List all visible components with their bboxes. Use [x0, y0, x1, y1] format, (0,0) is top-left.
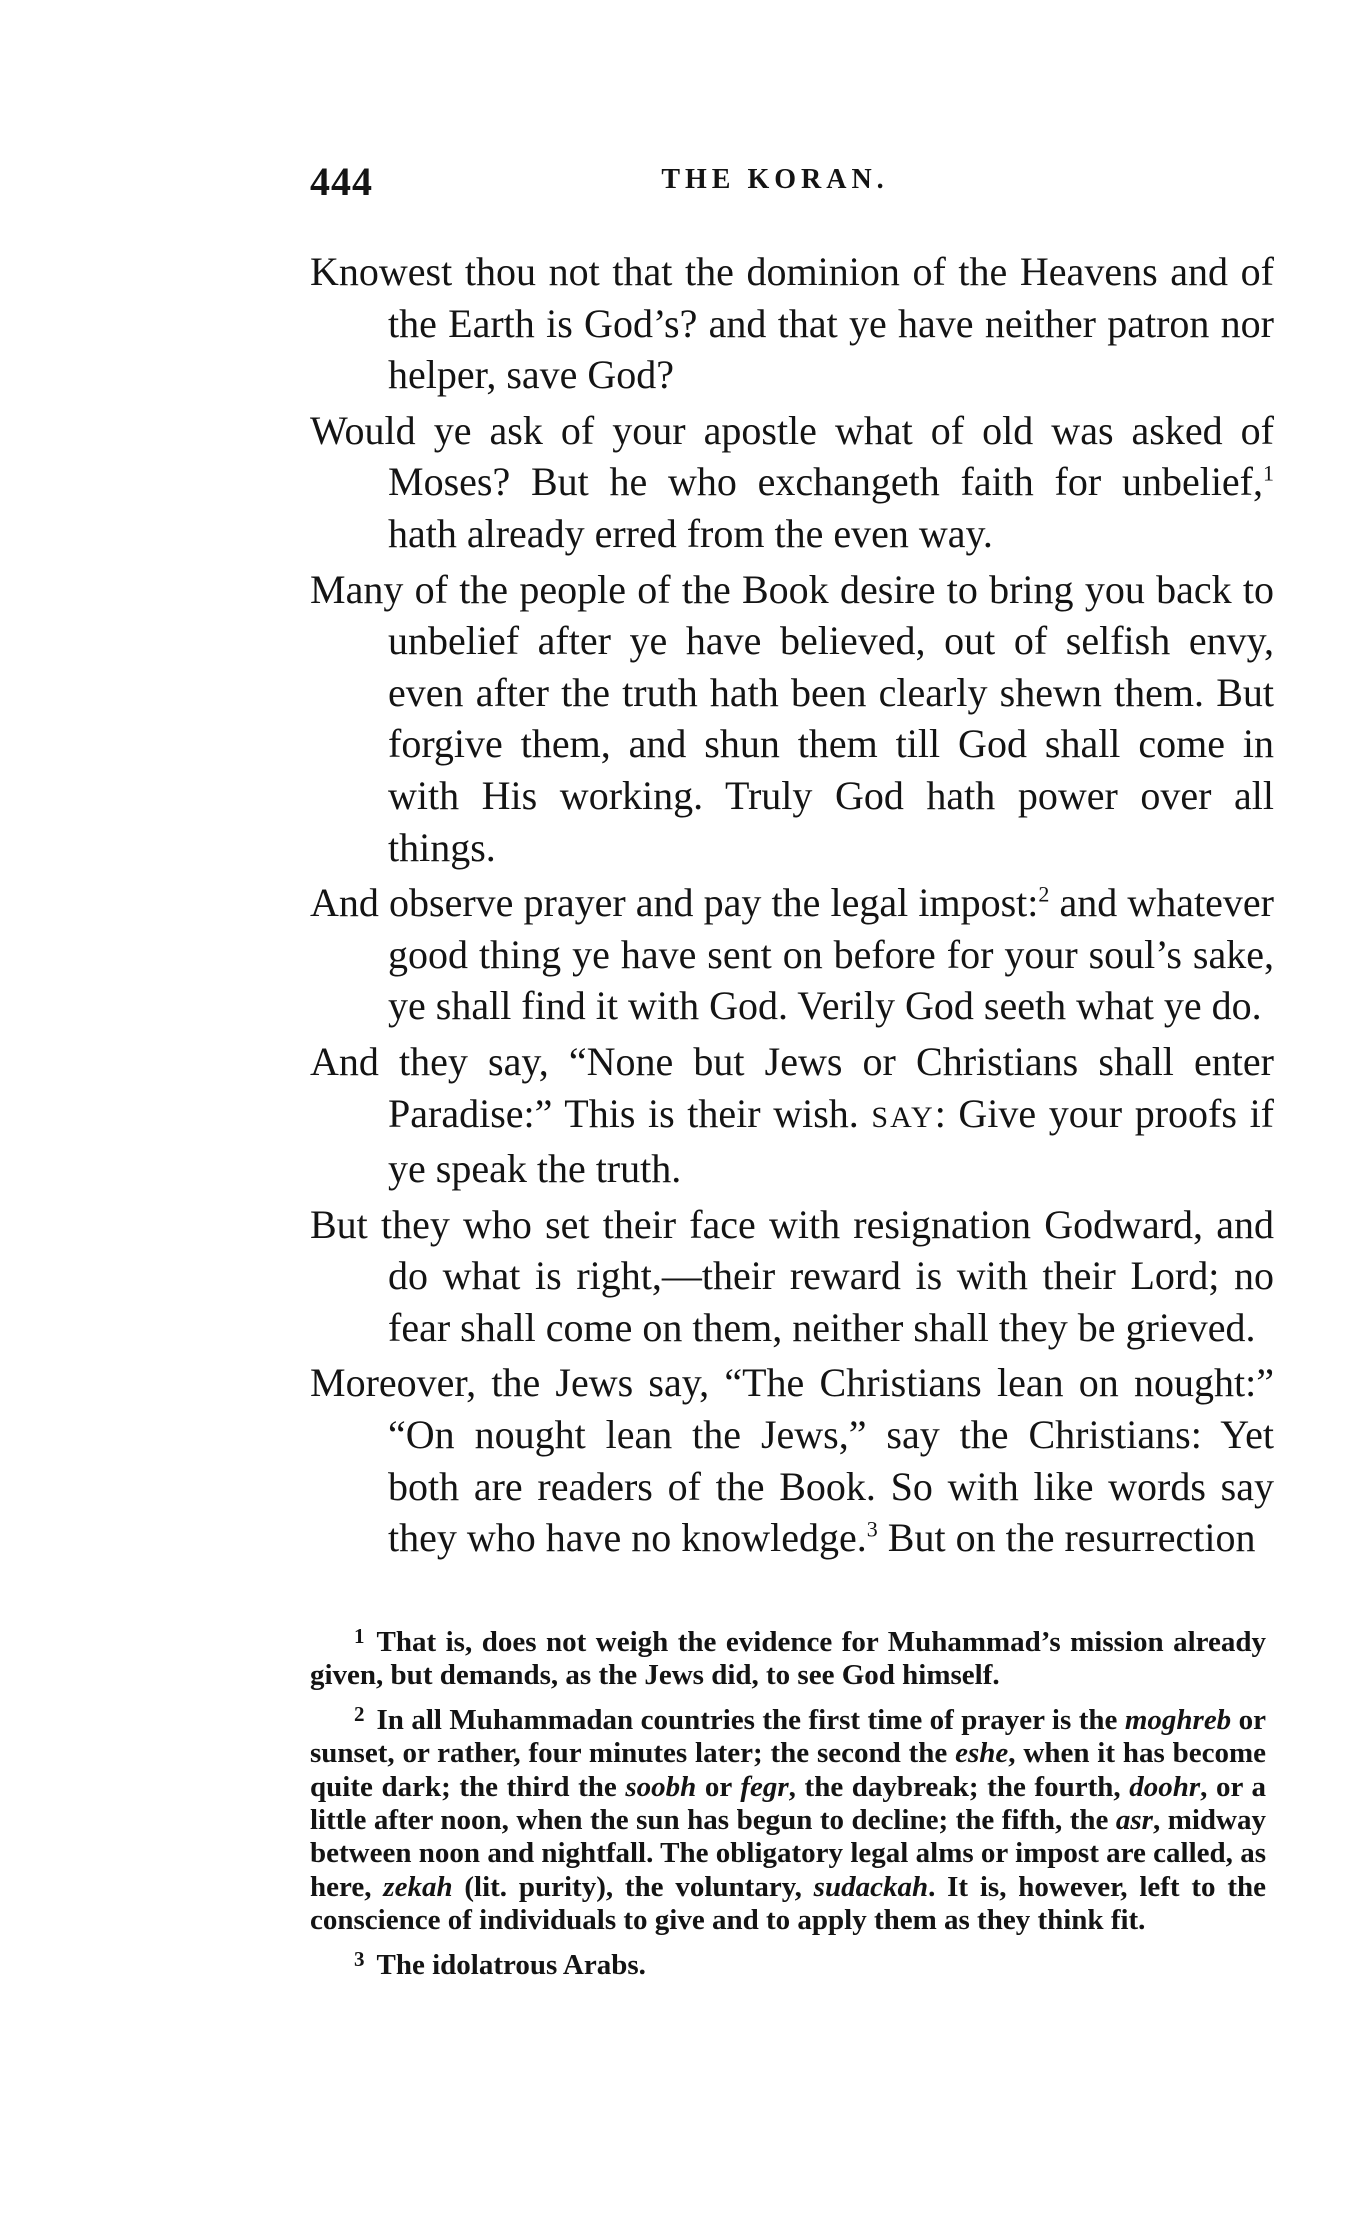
running-head [310, 158, 1240, 208]
verse-paragraph: Knowest thou not that the dominion of the Heavens and of the Earth is God’s? and that ye have neither patron nor helper, save God? [310, 249, 1274, 398]
verse-paragraph: Would ye ask of your apostle what of old was asked of Moses? But he who exchangeth faith for unbelief,$^1$ hath already erred from the even way. [310, 407, 1274, 556]
verse-paragraph: And observe prayer and pay the legal impost:$^2$ and whatever good thing ye have sent on before for your soul’s sake, ye shall find it with God. Verily God seeth what ye do. [310, 880, 1275, 1029]
footnote [310, 1698, 1266, 1938]
footnote [310, 1620, 1266, 1693]
footnote-text: That is, does not weigh the evidence for Muhammad’s mission already given, but demands, as the Jews did, to see God himself. [310, 1626, 1266, 1692]
verse-paragraph: And they say, “None but Jews or Christians shall enter Paradise:” This is their wish. SAY: Give your proofs if ye speak the truth. [310, 1038, 1275, 1192]
footnote [310, 1943, 1266, 1982]
page-number: 444 [310, 159, 373, 204]
footnotes [310, 1620, 1266, 1987]
verse-text-block [310, 246, 1274, 1568]
verse-paragraph: Many of the people of the Book desire to bring you back to unbelief after ye have believed, out of selfish envy, even after the truth hath been clearly shewn them. But forgive them, and shun them till God shall come in with His working. Truly God hath power over all things. [310, 566, 1274, 870]
footnote-text: In all Muhammadan countries the first time of prayer is the moghreb or sunset, or rather, four minutes later; the second the eshe, when it has become quite dark; the third the soobh or fegr, the daybreak; the fourth, doohr, or a little after noon, when the sun has begun to decline; the fifth, the asr, midway between noon and nightfall. The obligatory legal alms or impost are called, as here, zekah (lit. purity), the voluntary, sudackah. It is, however, left to the conscience of individuals to give and to apply them as they think fit. [310, 1703, 1267, 1937]
footnote-text: The idolatrous Arabs. [376, 1948, 646, 1981]
running-title: THE KORAN. [661, 164, 889, 195]
footnote-marker: 3 [354, 1946, 365, 1971]
footnote-marker: 1 [354, 1624, 365, 1648]
verse-paragraph: But they who set their face with resignation Godward, and do what is right,—their reward is with their Lord; no fear shall come on them, neither shall they be grieved. [310, 1201, 1274, 1350]
footnote-marker: 2 [354, 1701, 365, 1726]
verse-paragraph: Moreover, the Jews say, “The Christians lean on nought:” “On nought lean the Jews,” say the Christians: Yet both are readers of the Book. So with like words say they who have no knowledge.$^3$ But on the resurrection [310, 1360, 1274, 1561]
